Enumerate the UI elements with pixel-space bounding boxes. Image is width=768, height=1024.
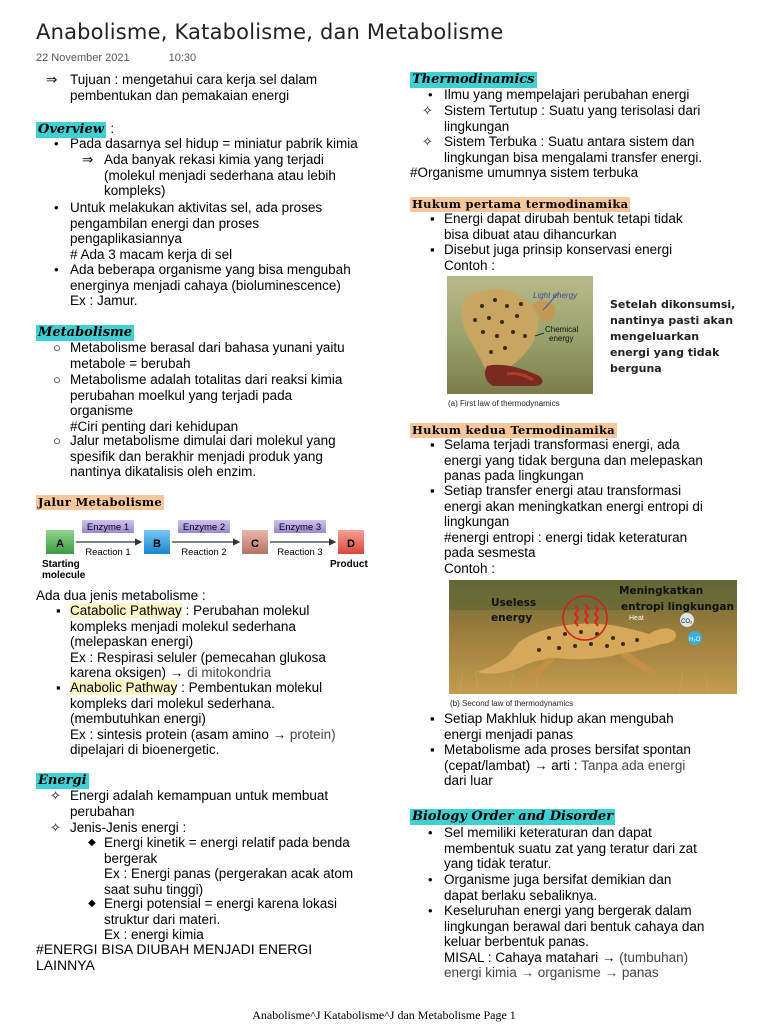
metabolisme-item (70, 372, 342, 434)
bio-line: dapat berlaku sebaliknya. (444, 887, 598, 903)
energy-label: energy (549, 334, 574, 343)
energi-item (70, 788, 328, 819)
bullet-circle-icon: ○ (53, 433, 61, 448)
node-c-label: C (251, 538, 259, 550)
h2-line: energi yang tidak berguna dan melepaskan (444, 452, 703, 468)
h2-line: energi akan meningkatkan energi entropi di (444, 498, 703, 514)
node-b-label: B (153, 538, 161, 550)
h2-line: Setiap transfer energi atau transformasi (444, 483, 682, 498)
bullet-star-icon: ✧ (422, 134, 433, 149)
cat-note: di mitokondria (187, 665, 272, 680)
jalur-heading: Jalur Metabolisme (38, 495, 163, 509)
hukum2-item (444, 711, 674, 742)
anabolic-item (70, 680, 336, 758)
overview-colon: : (110, 121, 115, 136)
arrow-icon: ⇒ (82, 152, 94, 167)
cat-line: karena oksigen) → (70, 665, 188, 680)
first-law-image (447, 276, 593, 410)
note-line: energi yang tidak (610, 346, 720, 359)
bullet-diamond-icon: ◆ (88, 837, 96, 848)
ana-line: Ex : sintesis protein (asam amino → (70, 726, 290, 742)
tujuan-block (70, 72, 317, 103)
bio-item (444, 872, 671, 903)
bullet-circle-icon: ○ (53, 340, 61, 355)
tujuan-line: pembentukan dan pemakaian energi (70, 87, 290, 103)
note-line: Setelah dikonsumsi, (610, 298, 736, 311)
bullet-square-icon: ▪ (430, 242, 435, 257)
h2b-line: energi menjadi panas (444, 726, 574, 742)
met-line: Jalur metabolisme dimulai dari molekul yang (70, 433, 336, 448)
met-line: Metabolisme berasal dari bahasa yunani yaitu (70, 340, 345, 355)
bullet-dot-icon: • (54, 262, 59, 277)
energi-potensial (104, 896, 337, 943)
bullet-square-icon: ▪ (56, 680, 61, 695)
bullet-star-icon: ✧ (50, 820, 61, 835)
page-time: 10:30 (168, 52, 197, 64)
hukum2-item (444, 742, 691, 789)
energi-heading: Energi (38, 773, 87, 788)
reaction-2-label: Reaction 2 (181, 547, 227, 558)
bio-line: MISAL : Cahaya matahari → (444, 949, 620, 965)
met-line: organisme (70, 403, 134, 418)
bio-heading: Biology Order and Disorder (412, 809, 614, 824)
overview-sub-line: kompleks) (104, 183, 166, 198)
catabolic-item (70, 603, 326, 681)
bio-line: lingkungan berawal dari bentuk cahaya dan (444, 918, 705, 934)
page-meta (36, 52, 232, 64)
met-line: metabole = berubah (70, 355, 191, 371)
h2o-label: H₂O (689, 637, 701, 643)
overview-line: pengaplikasiannya (70, 231, 182, 246)
node-d-label: D (347, 538, 355, 550)
h1-line: Disebut juga prinsip konservasi energi (444, 242, 673, 257)
reaction-3-label: Reaction 3 (277, 547, 323, 558)
overview-item (70, 200, 322, 262)
bullet-diamond-icon: ◆ (88, 898, 96, 909)
bullet-dot-icon: • (428, 872, 433, 887)
energy-label: energy (491, 612, 533, 624)
en-line: struktur dari materi. (104, 911, 221, 927)
arrow-icon: ⇒ (46, 72, 58, 87)
en-line: Ex : energi kimia (104, 927, 204, 942)
overview-line: Untuk melakukan aktivitas sel, ada proses (70, 200, 323, 215)
heat-label: Heat (629, 615, 644, 622)
hukum2-item (444, 483, 703, 576)
bullet-square-icon: ▪ (430, 742, 435, 757)
h1-line: bisa dibuat atau dihancurkan (444, 226, 617, 242)
note-line: berguna (610, 362, 662, 375)
overview-sub-line: Ada banyak rekasi kimia yang terjadi (104, 152, 324, 167)
en-line: bergerak (104, 850, 158, 866)
product-label: Product (330, 559, 368, 570)
catabolic-highlight: Catabolic Pathway (70, 603, 182, 618)
reaction-1-label: Reaction 1 (85, 547, 131, 558)
th-line: lingkungan bisa mengalami transfer energi. (444, 149, 703, 165)
overview-title: Overview (38, 122, 104, 137)
overview-line: energinya menjadi cahaya (bioluminescence) (70, 277, 341, 293)
molecule-label: molecule (42, 570, 86, 581)
energi-item: Jenis-Jenis energi : (70, 820, 187, 835)
cat-line: Ex : Respirasi seluler (pemecahan glukosa (70, 649, 326, 665)
h2b-line: (cepat/lambat) → arti : (444, 757, 582, 773)
h2b-note: Tanpa ada energi (581, 757, 686, 773)
hukum1-heading: Hukum pertama termodinamika (412, 197, 629, 211)
note-line: nantinya pasti akan (610, 314, 734, 327)
en-line: LAINNYA (36, 956, 95, 973)
starting-label: Starting (42, 559, 80, 570)
ana-line: dipelajari di bioenergetic. (70, 742, 220, 757)
thermo-item (444, 103, 700, 134)
hukum1-item (444, 211, 683, 242)
met-line: nantinya dikatalisis oleh enzim. (70, 464, 257, 479)
co2-label: CO₂ (681, 619, 693, 625)
h2-line: Selama terjadi transformasi energi, ada (444, 437, 680, 452)
energi-kinetik (104, 835, 353, 897)
h2-line: lingkungan (444, 514, 510, 529)
bio-line: yang tidak teratur. (444, 856, 552, 871)
cat-line: : Perubahan molekul (181, 603, 310, 618)
metabolisme-heading: Metabolisme (38, 325, 133, 340)
first-law-caption: (a) First law of thermodynamics (448, 399, 560, 408)
ana-line: : Pembentukan molekul (177, 680, 323, 695)
enzyme-1-label: Enzyme 1 (86, 522, 130, 533)
overview-item (70, 262, 351, 309)
met-line: perubahan moelkul yang terjadi pada (70, 387, 293, 403)
thermo-item: Ilmu yang mempelajari perubahan energi (444, 87, 690, 102)
h1-line: Energi dapat dirubah bentuk tetapi tidak (444, 211, 683, 226)
overview-line: Ex : Jamur. (70, 293, 138, 308)
h2b-line: Metabolisme ada proses bersifat spontan (444, 742, 691, 757)
en-line: Energi adalah kemampuan untuk membuat (70, 788, 329, 803)
en-line: saat suhu tinggi) (104, 881, 204, 897)
bullet-dot-icon: • (428, 825, 433, 840)
metabolisme-item (70, 340, 345, 371)
met-line: Metabolisme adalah totalitas dari reaksi kimia (70, 372, 343, 387)
anabolic-highlight: Anabolic Pathway (70, 680, 178, 695)
bullet-dot-icon: • (54, 136, 59, 151)
h2-line: panas pada lingkungan (444, 468, 584, 483)
enzyme-3-label: Enzyme 3 (278, 522, 322, 533)
bio-item (444, 825, 697, 872)
enzyme-2-label: Enzyme 2 (182, 522, 226, 533)
h2-line: #energi entropi : energi tidak keteraturan (444, 529, 688, 545)
bullet-circle-icon: ○ (53, 372, 61, 387)
cat-line: (melepaskan energi) (70, 634, 194, 649)
bio-line: Organisme juga bersifat demikian dan (444, 872, 672, 887)
met-line: spesifik dan berakhir menjadi produk yang (70, 448, 323, 464)
bullet-dot-icon: • (54, 200, 59, 215)
en-line: perubahan (70, 803, 135, 819)
h2-line: pada sesmesta (444, 545, 536, 560)
h1-line: Contoh : (444, 257, 496, 273)
entropy-annotation-2: entropi lingkungan (621, 601, 734, 613)
ana-line: (membutuhkan energi) (70, 711, 206, 726)
en-line: Energi kinetik = energi relatif pada benda (104, 835, 350, 850)
bullet-square-icon: ▪ (430, 211, 435, 226)
bullet-square-icon: ▪ (430, 711, 435, 726)
overview-sub (104, 152, 336, 199)
hukum2-item (444, 437, 703, 484)
h2b-line: Setiap Makhluk hidup akan mengubah (444, 711, 674, 726)
cat-line: kompleks menjadi molekul sederhana (70, 618, 296, 634)
en-line: Ex : Energi panas (pergerakan acak atom (104, 866, 354, 881)
bullet-dot-icon: • (428, 87, 433, 102)
bullet-dot-icon: • (428, 903, 433, 918)
overview-line: # Ada 3 macam kerja di sel (70, 246, 233, 262)
hukum1-item (444, 242, 672, 273)
met-line: #Ciri penting dari kehidupan (70, 418, 239, 434)
energi-note (36, 942, 312, 973)
first-law-note (610, 297, 735, 377)
th-line: Sistem Tertutup : Suatu yang terisolasi dari (444, 103, 701, 118)
thermo-item (444, 134, 702, 165)
thermo-note: #Organisme umumnya sistem terbuka (410, 165, 639, 180)
bullet-square-icon: ▪ (56, 603, 61, 618)
bullet-square-icon: ▪ (430, 437, 435, 452)
bullet-square-icon: ▪ (430, 483, 435, 498)
h2b-line: dari luar (444, 773, 493, 788)
overview-sub-line: (molekul menjadi sederhana atau lebih (104, 167, 336, 183)
th-line: Sistem Terbuka : Suatu antara sistem dan (444, 134, 695, 149)
overview-line: Ada beberapa organisme yang bisa mengubah (70, 262, 351, 277)
useless-label: Useless (491, 597, 537, 609)
bio-line: membentuk suatu zat yang teratur dari zat (444, 840, 697, 856)
th-line: lingkungan (444, 118, 510, 134)
en-line: #ENERGI BISA DIUBAH MENJADI ENERGI (36, 941, 313, 957)
tujuan-line: Tujuan : mengetahui cara kerja sel dalam (70, 72, 318, 87)
metabolisme-item (70, 433, 336, 480)
node-a-label: A (56, 538, 64, 550)
dua-jenis-text: Ada dua jenis metabolisme : (36, 588, 206, 603)
entropy-annotation-1: Meningkatkan (619, 585, 704, 597)
page-footer: Anabolisme^J Katabolisme^J dan Metabolisme Page 1 (252, 1008, 516, 1022)
page-date: 22 November 2021 (36, 52, 130, 64)
bullet-star-icon: ✧ (50, 788, 61, 803)
chemical-label: Chemical (545, 325, 579, 334)
light-energy-label: Light energy (533, 291, 578, 300)
second-law-image (449, 580, 737, 710)
metabolic-pathway-diagram (36, 516, 376, 584)
overview-line: pengambilan energi dan proses (70, 215, 260, 231)
bio-line: energi kimia → organisme → panas (444, 965, 659, 980)
thermo-heading: Thermodinamics (412, 72, 535, 87)
h2-line: Contoh : (444, 560, 496, 576)
note-line: mengeluarkan (610, 330, 700, 343)
ana-line: kompleks dari molekul sederhana. (70, 695, 275, 711)
overview-item: Pada dasarnya sel hidup = miniatur pabrik kimia (70, 136, 358, 151)
bio-line: Keseluruhan energi yang bergerak dalam (444, 903, 692, 918)
bio-item (444, 903, 704, 981)
page-title: Anabolisme, Katabolisme, dan Metabolisme (36, 20, 504, 44)
hukum2-heading: Hukum kedua Termodinamika (412, 423, 615, 437)
bio-note: (tumbuhan) (619, 949, 689, 965)
bullet-star-icon: ✧ (422, 103, 433, 118)
bio-line: keluar berbentuk panas. (444, 934, 589, 949)
ana-note: protein) (289, 726, 336, 742)
second-law-caption: (b) Second law of thermodynamics (450, 699, 574, 708)
en-line: Energi potensial = energi karena lokasi (104, 896, 338, 911)
bio-line: Sel memiliki keteraturan dan dapat (444, 825, 652, 840)
